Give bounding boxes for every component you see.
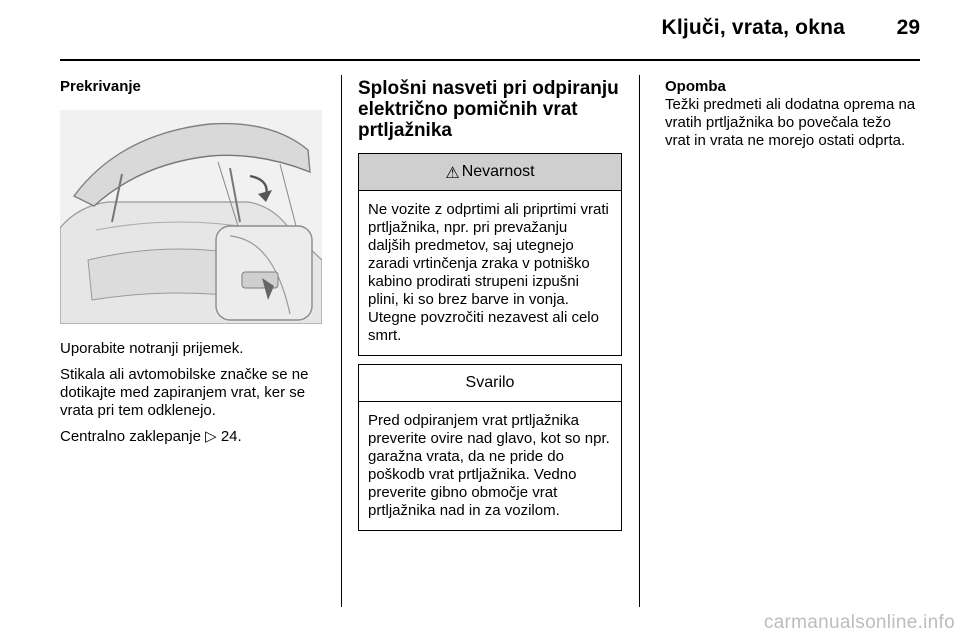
open-tailgate-illustration-icon	[60, 110, 322, 324]
header-rule	[60, 59, 920, 61]
danger-box	[358, 153, 622, 356]
danger-box-header	[359, 154, 621, 191]
paragraph-handle: Uporabite notranji prijemek.	[60, 340, 244, 357]
caution-box-body: Pred odpiranjem vrat prtljažnika preverite ovire nad glavo, kot so npr. garažna vrata, da ne pride do poškodb vrat prtljažnika. Vedno preverite gibno območje vrat prtljažnika nad in za vozilom.	[368, 412, 610, 519]
page-number: 29	[896, 16, 920, 39]
warning-triangle-icon: ⚠	[445, 165, 460, 182]
right-column	[665, 78, 920, 150]
crossref-label: Centralno zaklepanje	[60, 428, 201, 445]
danger-box-body: Ne vozite z odprtimi ali priprtimi vrati prtljažnika, npr. pri prevažanju daljših predmetov, saj utegnejo zaradi vrtinčenja zraka v potniško kabino prodirati strupeni izpušni plini, ki so brez barve in vonja. Utegne povzročiti nezavest ali celo smrt.	[368, 201, 609, 344]
subheading-prekrivanje: Prekrivanje	[60, 78, 141, 95]
middle-column	[358, 78, 622, 539]
crossref-page: 24.	[220, 428, 242, 445]
header-title: Ključi, vrata, okna	[661, 16, 845, 39]
crossref-central-locking	[60, 428, 328, 446]
note-body: Težki predmeti ali dodatna oprema na vratih prtljažnika bo povečala težo vrat in vrata ne morejo ostati odprta.	[665, 96, 916, 149]
column-divider-left	[341, 75, 342, 607]
caution-box-header: Svarilo	[359, 365, 621, 402]
column-divider-right	[639, 75, 640, 607]
left-column	[60, 78, 328, 454]
danger-label: Nevarnost	[461, 163, 535, 180]
watermark: carmanualsonline.info	[763, 612, 955, 633]
section-title: Splošni nasveti pri odpiranju električno pomičnih vrat prtljažnika	[358, 78, 619, 141]
paragraph-switch-warning: Stikala ali avtomobilske značke se ne dotikajte med zapiranjem vrat, ker se vrata pri tem odklenejo.	[60, 366, 309, 419]
caution-box	[358, 364, 622, 531]
note-title: Opomba	[665, 78, 726, 95]
crossref-arrow-icon: ▷	[205, 428, 217, 445]
